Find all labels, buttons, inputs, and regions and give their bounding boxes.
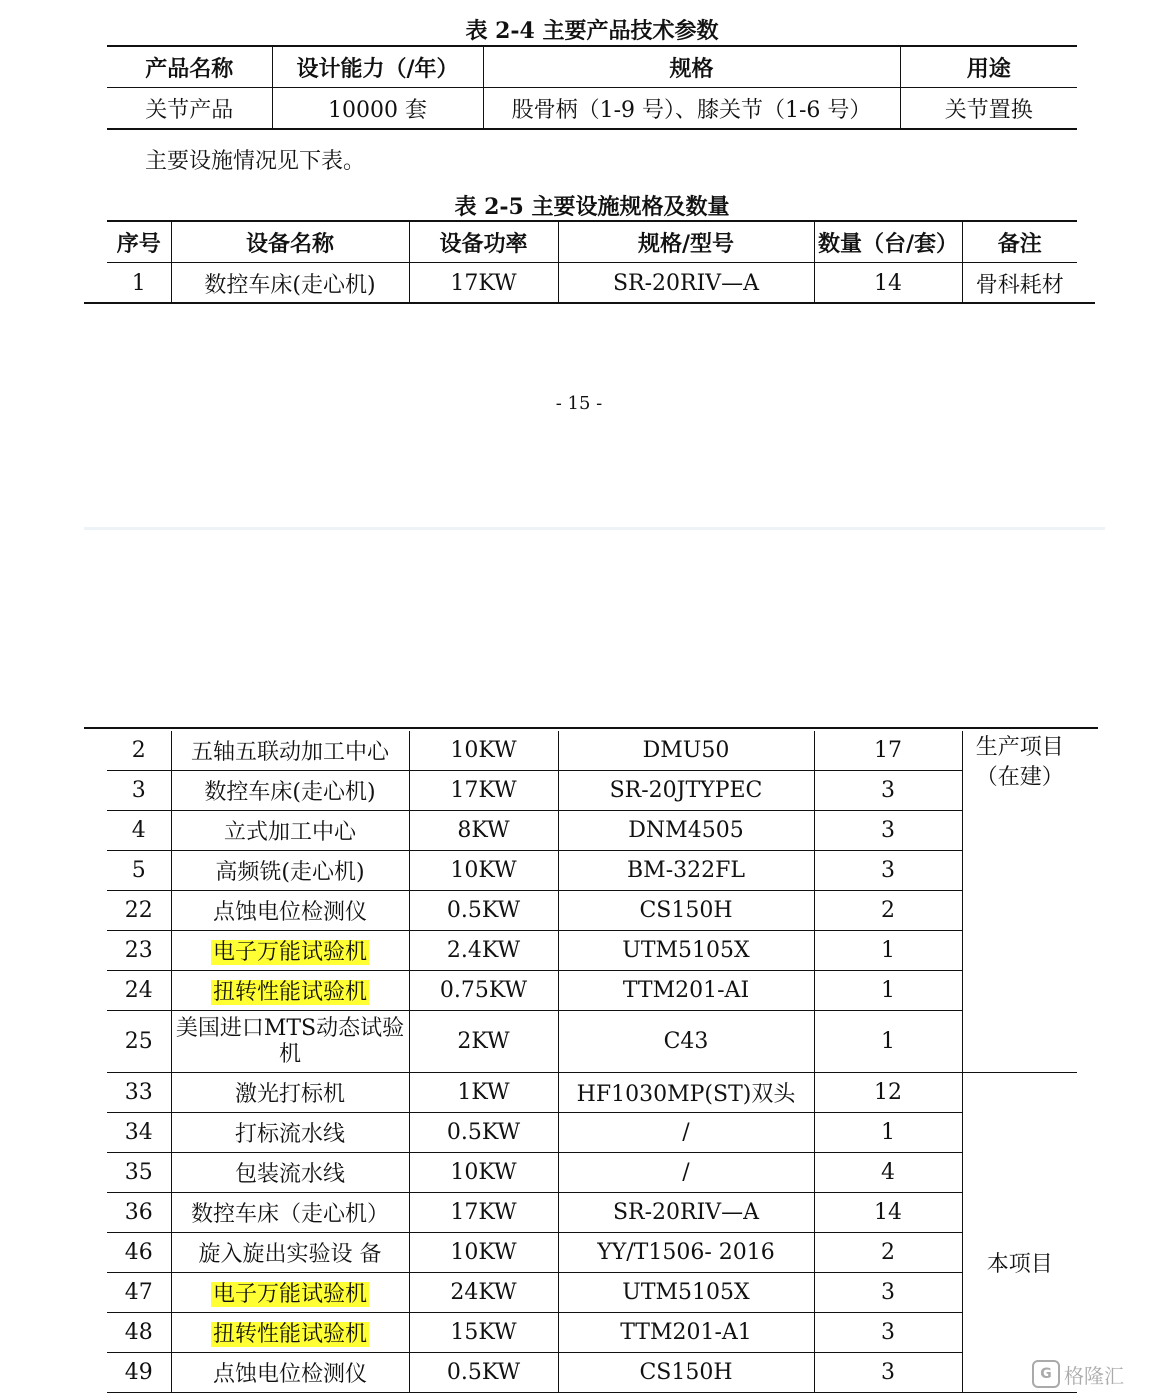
cell-model: TTM201-A1 <box>558 1313 814 1353</box>
table-row <box>107 1353 1077 1393</box>
table-2-4 <box>107 45 1077 130</box>
cell-quantity: 1 <box>814 971 962 1011</box>
cell-quantity: 3 <box>814 1313 962 1353</box>
table-row <box>107 1153 1077 1193</box>
table-top-rule <box>84 727 1098 729</box>
cell-no: 35 <box>107 1153 171 1193</box>
cell-quantity: 14 <box>814 263 962 304</box>
highlighted-name: 扭转性能试验机 <box>212 1322 367 1347</box>
cell-no: 25 <box>107 1011 171 1073</box>
cell-power: 0.5KW <box>409 1113 558 1153</box>
cell-no: 33 <box>107 1073 171 1113</box>
table-row <box>107 811 1077 851</box>
header-power: 设备功率 <box>409 221 558 263</box>
cell-capacity: 10000 套 <box>272 88 483 130</box>
table-2-4-caption: 表 2-4 主要产品技术参数 <box>465 18 719 44</box>
header-product-name: 产品名称 <box>107 46 272 88</box>
note-in-construction: 生产项目（在建） <box>962 731 1077 1073</box>
cell-power: 17KW <box>409 1193 558 1233</box>
cell-name <box>171 1313 409 1353</box>
cell-no: 36 <box>107 1193 171 1233</box>
cell-no: 5 <box>107 851 171 891</box>
highlighted-name: 电子万能试验机 <box>212 1282 367 1307</box>
cell-model: SR-20RIV—A <box>558 263 814 304</box>
table-row <box>107 1011 1077 1073</box>
cell-model: DMU50 <box>558 731 814 771</box>
cell-quantity: 12 <box>814 1073 962 1113</box>
cell-model: DNM4505 <box>558 811 814 851</box>
watermark-logo-icon: G <box>1032 1360 1060 1388</box>
cell-quantity: 1 <box>814 1011 962 1073</box>
table-bottom-rule <box>84 302 1095 304</box>
page-number: - 15 - <box>555 393 603 414</box>
header-quantity: 数量（台/套） <box>814 221 962 263</box>
cell-quantity: 3 <box>814 851 962 891</box>
cell-model: HF1030MP(ST)双头 <box>558 1073 814 1113</box>
cell-no: 1 <box>107 263 171 304</box>
cell-no: 46 <box>107 1233 171 1273</box>
cell-model: UTM5105X <box>558 931 814 971</box>
cell-usage: 关节置换 <box>900 88 1077 130</box>
table-2-5-caption: 表 2-5 主要设施规格及数量 <box>454 194 730 220</box>
cell-product: 关节产品 <box>107 88 272 130</box>
cell-no: 2 <box>107 731 171 771</box>
cell-name: 点蚀电位检测仪 <box>171 1353 409 1393</box>
cell-name: 数控车床(走心机) <box>171 771 409 811</box>
table-header-row <box>107 221 1077 263</box>
header-equipment-name: 设备名称 <box>171 221 409 263</box>
cell-name: 包装流水线 <box>171 1153 409 1193</box>
cell-name <box>171 1273 409 1313</box>
note-this-project: 本项目 <box>962 1073 1077 1393</box>
cell-no: 47 <box>107 1273 171 1313</box>
cell-name: 美国进口MTS动态试验机 <box>171 1011 409 1073</box>
cell-quantity: 4 <box>814 1153 962 1193</box>
highlighted-name: 扭转性能试验机 <box>212 980 367 1005</box>
cell-model: CS150H <box>558 1353 814 1393</box>
cell-power: 2KW <box>409 1011 558 1073</box>
cell-name: 五轴五联动加工中心 <box>171 731 409 771</box>
cell-power: 15KW <box>409 1313 558 1353</box>
table-row <box>107 263 1077 304</box>
header-note: 备注 <box>962 221 1077 263</box>
header-model: 规格/型号 <box>558 221 814 263</box>
header-no: 序号 <box>107 221 171 263</box>
cell-model: / <box>558 1153 814 1193</box>
cell-name: 激光打标机 <box>171 1073 409 1113</box>
cell-quantity: 3 <box>814 1273 962 1313</box>
cell-power: 0.5KW <box>409 1353 558 1393</box>
table-2-5 <box>107 220 1077 304</box>
cell-name <box>171 931 409 971</box>
cell-quantity: 3 <box>814 1353 962 1393</box>
table-row <box>107 1233 1077 1273</box>
cell-power: 2.4KW <box>409 931 558 971</box>
cell-quantity: 3 <box>814 771 962 811</box>
table-row <box>107 971 1077 1011</box>
cell-power: 0.75KW <box>409 971 558 1011</box>
cell-quantity: 14 <box>814 1193 962 1233</box>
cell-quantity: 17 <box>814 731 962 771</box>
watermark <box>1032 1356 1152 1392</box>
cell-power: 24KW <box>409 1273 558 1313</box>
cell-name: 高频铣(走心机) <box>171 851 409 891</box>
cell-no: 34 <box>107 1113 171 1153</box>
cell-no: 48 <box>107 1313 171 1353</box>
header-spec: 规格 <box>483 46 900 88</box>
cell-name: 数控车床（走心机） <box>171 1193 409 1233</box>
cell-model: CS150H <box>558 891 814 931</box>
intro-text: 主要设施情况见下表。 <box>145 149 366 174</box>
cell-name: 打标流水线 <box>171 1113 409 1153</box>
cell-quantity: 2 <box>814 891 962 931</box>
cell-model: C43 <box>558 1011 814 1073</box>
cell-model: YY/T1506- 2016 <box>558 1233 814 1273</box>
table-row <box>107 771 1077 811</box>
cell-quantity: 3 <box>814 811 962 851</box>
cell-power: 1KW <box>409 1073 558 1113</box>
table-row <box>107 931 1077 971</box>
page-divider <box>84 527 1105 530</box>
cell-power: 17KW <box>409 263 558 304</box>
table-row <box>107 1193 1077 1233</box>
cell-model: SR-20JTYPEC <box>558 771 814 811</box>
cell-model: TTM201-AI <box>558 971 814 1011</box>
table-row <box>107 851 1077 891</box>
cell-no: 23 <box>107 931 171 971</box>
table-row <box>107 731 1077 771</box>
table-row <box>107 891 1077 931</box>
header-usage: 用途 <box>900 46 1077 88</box>
cell-power: 17KW <box>409 771 558 811</box>
table-2-5-continued <box>107 731 1077 1393</box>
cell-name: 点蚀电位检测仪 <box>171 891 409 931</box>
table-row <box>107 1073 1077 1113</box>
cell-note: 骨科耗材 <box>962 263 1077 304</box>
cell-model: BM-322FL <box>558 851 814 891</box>
cell-power: 10KW <box>409 1233 558 1273</box>
cell-spec: 股骨柄（1-9 号）、膝关节（1-6 号） <box>483 88 900 130</box>
table-row <box>107 1313 1077 1353</box>
cell-no: 22 <box>107 891 171 931</box>
cell-quantity: 2 <box>814 1233 962 1273</box>
cell-model: SR-20RIV—A <box>558 1193 814 1233</box>
cell-no: 24 <box>107 971 171 1011</box>
cell-power: 10KW <box>409 1153 558 1193</box>
cell-no: 3 <box>107 771 171 811</box>
cell-model: / <box>558 1113 814 1153</box>
header-capacity: 设计能力（/年） <box>272 46 483 88</box>
cell-name: 立式加工中心 <box>171 811 409 851</box>
table-header-row <box>107 46 1077 88</box>
cell-power: 10KW <box>409 851 558 891</box>
cell-name: 数控车床(走心机) <box>171 263 409 304</box>
cell-model: UTM5105X <box>558 1273 814 1313</box>
watermark-text: 格隆汇 <box>1064 1363 1124 1388</box>
table-row <box>107 1273 1077 1313</box>
cell-name <box>171 971 409 1011</box>
cell-no: 49 <box>107 1353 171 1393</box>
cell-no: 4 <box>107 811 171 851</box>
cell-quantity: 1 <box>814 1113 962 1153</box>
cell-name: 旋入旋出实验设 备 <box>171 1233 409 1273</box>
table-row <box>107 1113 1077 1153</box>
cell-quantity: 1 <box>814 931 962 971</box>
cell-power: 0.5KW <box>409 891 558 931</box>
cell-power: 8KW <box>409 811 558 851</box>
highlighted-name: 电子万能试验机 <box>212 940 367 965</box>
table-row <box>107 88 1077 130</box>
cell-power: 10KW <box>409 731 558 771</box>
